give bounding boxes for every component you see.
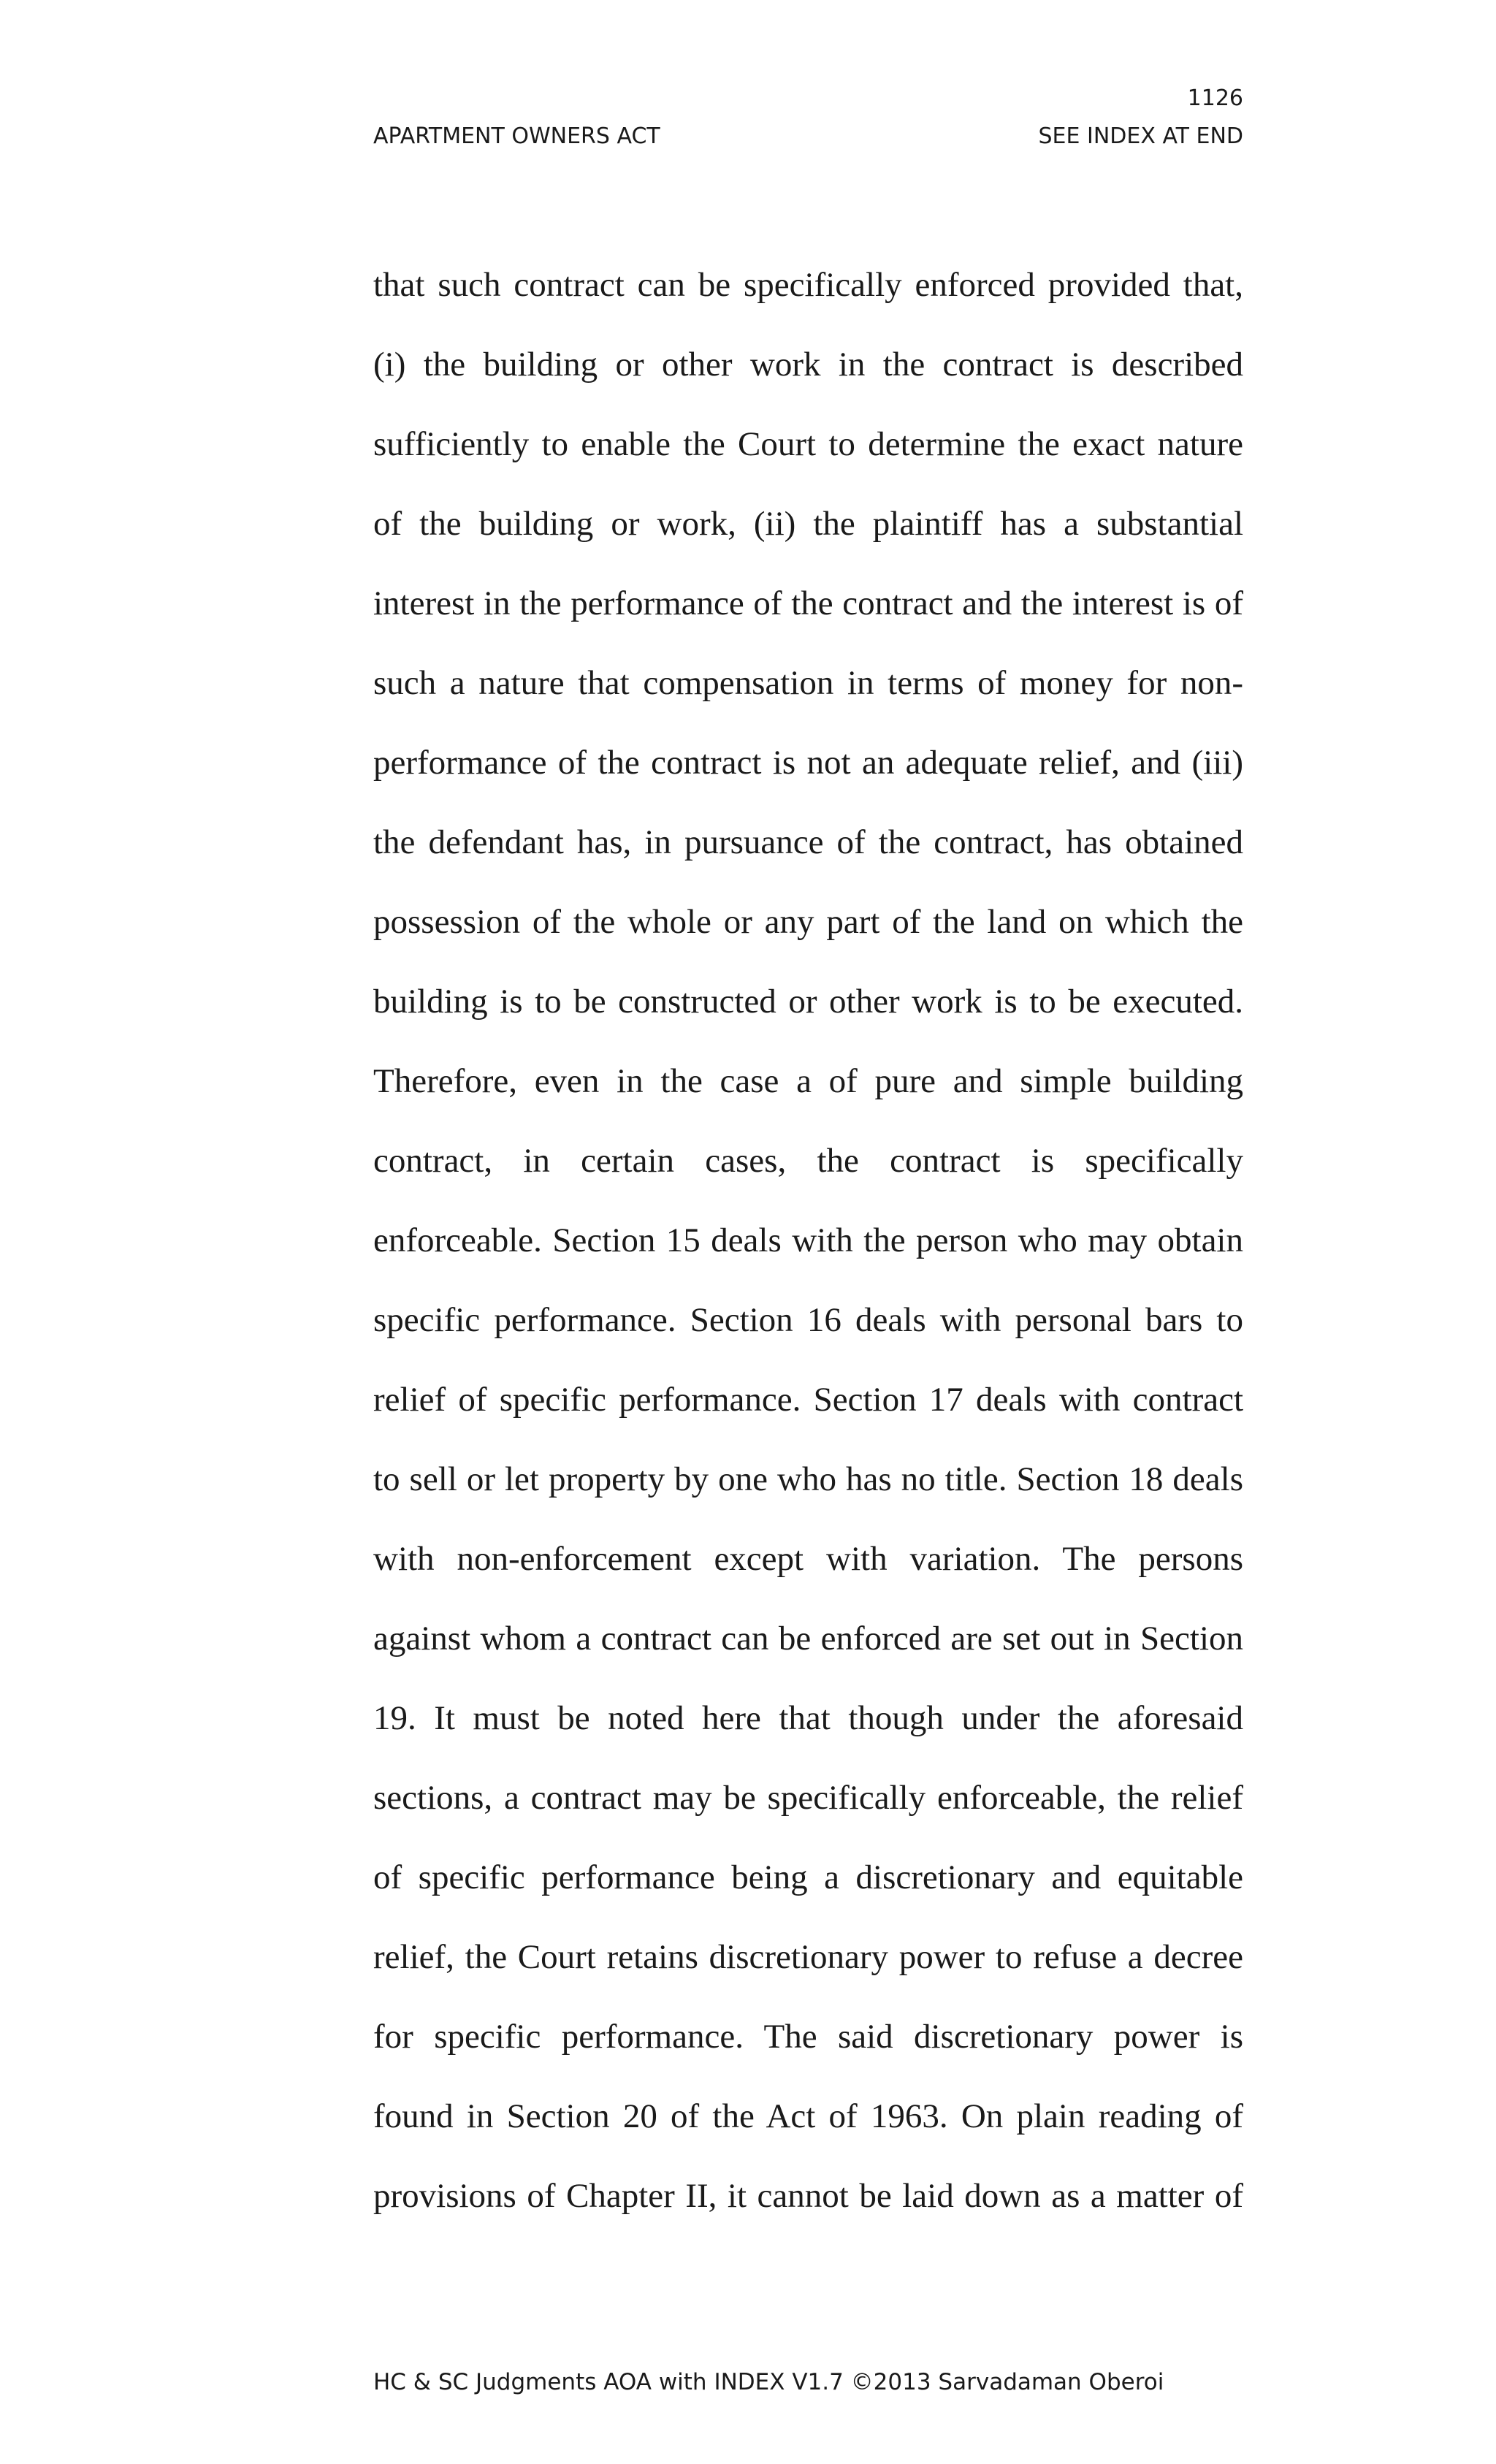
body-line: relief, the Court retains discretionary power to refuse a decree bbox=[373, 1938, 1243, 1976]
body-line: enforceable. Section 15 deals with the person who may obtain bbox=[373, 1221, 1243, 1259]
body-line: for specific performance. The said discretionary power is bbox=[373, 2018, 1243, 2056]
page-number: 1126 bbox=[1187, 85, 1243, 111]
body-line: to sell or let property by one who has no title. Section 18 deals bbox=[373, 1460, 1243, 1498]
running-header-index-note: SEE INDEX AT END bbox=[1038, 123, 1243, 149]
body-line: sections, a contract may be specifically enforceable, the relief bbox=[373, 1779, 1243, 1817]
body-line: relief of specific performance. Section 17 deals with contract bbox=[373, 1381, 1243, 1419]
running-header-title: APARTMENT OWNERS ACT bbox=[373, 123, 660, 149]
body-line: sufficiently to enable the Court to determine the exact nature bbox=[373, 425, 1243, 463]
body-line: such a nature that compensation in terms of money for non- bbox=[373, 664, 1243, 702]
body-line: specific performance. Section 16 deals with personal bars to bbox=[373, 1301, 1243, 1339]
body-paragraph bbox=[373, 263, 1243, 2254]
page-footer: HC & SC Judgments AOA with INDEX V1.7 ©2013 Sarvadaman Oberoi bbox=[373, 2369, 1164, 2395]
body-line: of specific performance being a discretionary and equitable bbox=[373, 1858, 1243, 1896]
body-line: provisions of Chapter II, it cannot be laid down as a matter of bbox=[373, 2177, 1243, 2215]
body-line: interest in the performance of the contract and the interest is of bbox=[373, 584, 1243, 622]
body-line: found in Section 20 of the Act of 1963. On plain reading of bbox=[373, 2097, 1243, 2135]
body-line: possession of the whole or any part of the land on which the bbox=[373, 903, 1243, 941]
body-line: Therefore, even in the case a of pure and simple building bbox=[373, 1062, 1243, 1100]
body-line: (i) the building or other work in the contract is described bbox=[373, 346, 1243, 384]
body-line: with non-enforcement except with variation. The persons bbox=[373, 1540, 1243, 1578]
body-line: of the building or work, (ii) the plaintiff has a substantial bbox=[373, 505, 1243, 543]
body-line: that such contract can be specifically enforced provided that, bbox=[373, 266, 1243, 304]
body-line: performance of the contract is not an adequate relief, and (iii) bbox=[373, 744, 1243, 782]
body-line: building is to be constructed or other work is to be executed. bbox=[373, 983, 1243, 1021]
body-line: against whom a contract can be enforced are set out in Section bbox=[373, 1620, 1243, 1658]
body-line: the defendant has, in pursuance of the contract, has obtained bbox=[373, 823, 1243, 861]
body-line: contract, in certain cases, the contract is specifically bbox=[373, 1142, 1243, 1180]
body-line: 19. It must be noted here that though under the aforesaid bbox=[373, 1699, 1243, 1737]
